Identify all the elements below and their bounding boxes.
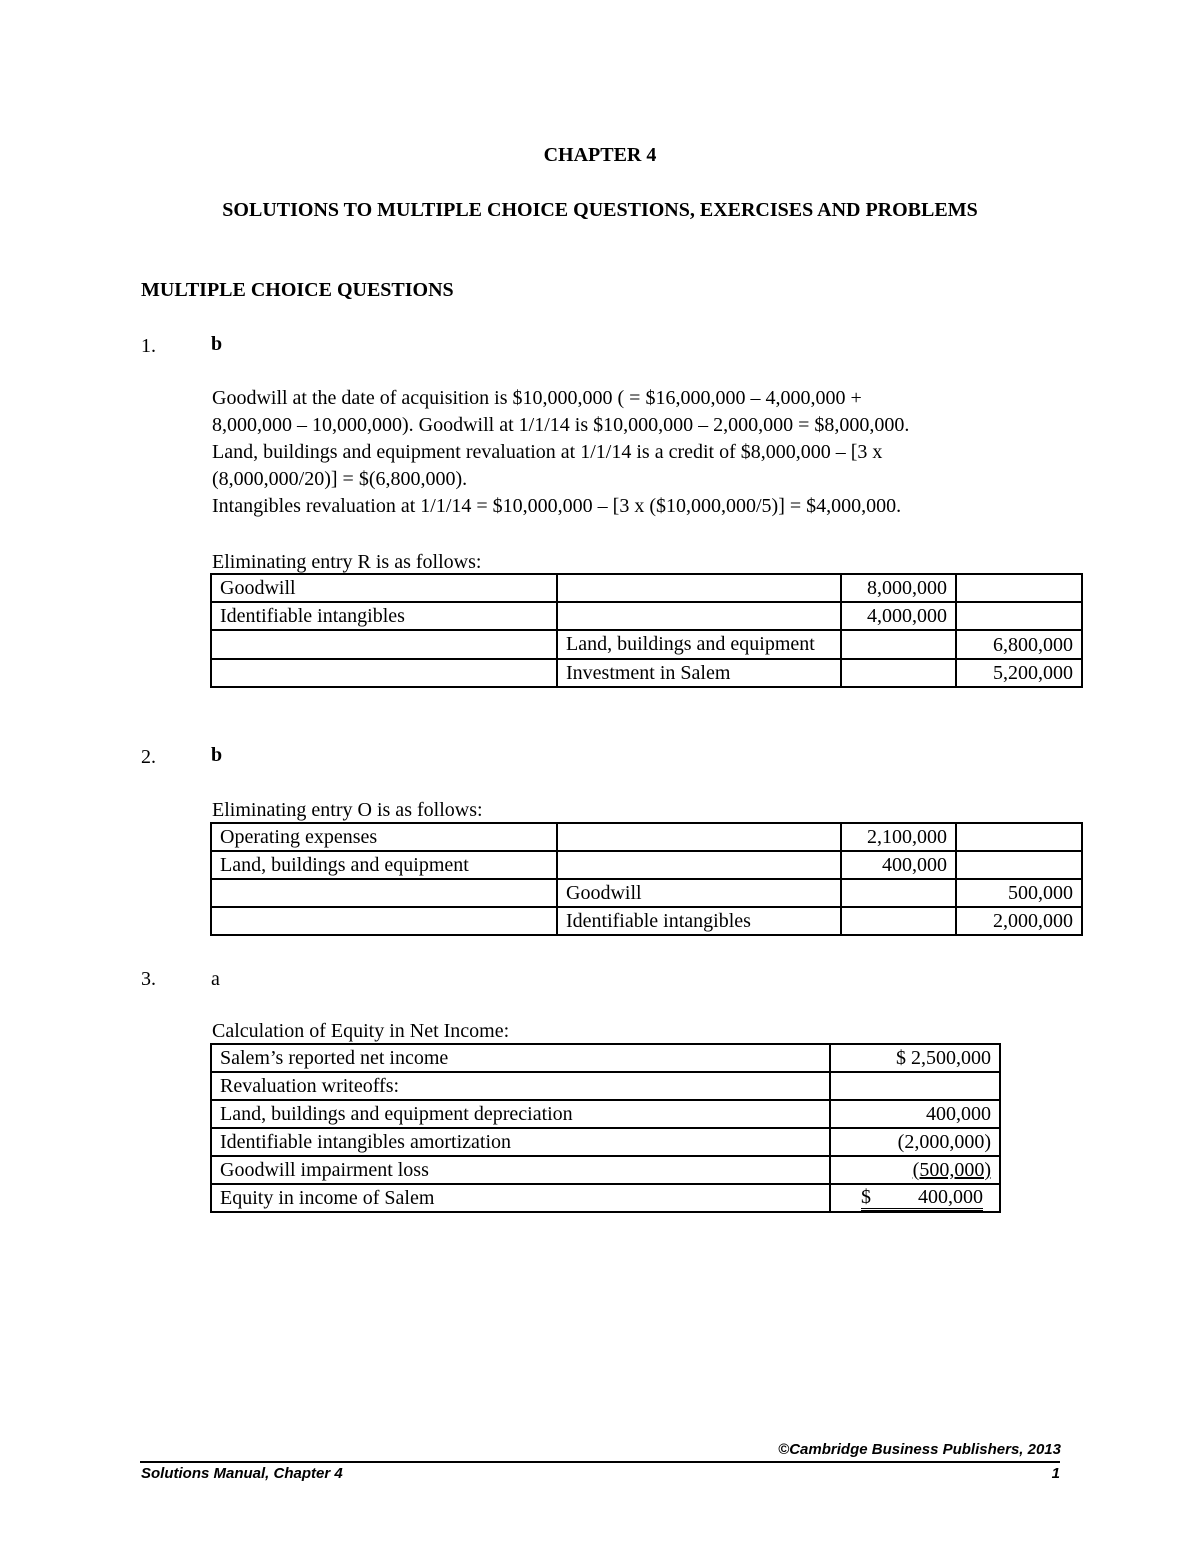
total-amount: 400,000	[918, 1186, 983, 1208]
table-row	[211, 1072, 1000, 1100]
table-row	[211, 659, 1082, 687]
q3-table-caption: Calculation of Equity in Net Income:	[212, 1020, 510, 1042]
label-cell: Goodwill impairment loss	[211, 1156, 830, 1184]
table-row	[211, 1184, 1000, 1212]
currency-symbol: $	[861, 1186, 871, 1208]
debit-cell: 4,000,000	[841, 602, 956, 630]
credit-cell: 2,000,000	[956, 907, 1082, 935]
table-row	[211, 1044, 1000, 1072]
credit-account-cell: Identifiable intangibles	[557, 907, 841, 935]
debit-account-cell	[211, 907, 557, 935]
credit-cell	[956, 574, 1082, 602]
value-cell: (2,000,000)	[830, 1128, 1000, 1156]
page-number: 1	[1051, 1465, 1060, 1482]
debit-account-cell: Operating expenses	[211, 823, 557, 851]
document-subtitle: SOLUTIONS TO MULTIPLE CHOICE QUESTIONS, EXERCISES AND PROBLEMS	[222, 199, 978, 221]
q3-answer: a	[211, 968, 220, 990]
debit-cell: 2,100,000	[841, 823, 956, 851]
q1-line: Land, buildings and equipment revaluation at 1/1/14 is a credit of $8,000,000 – [3 x	[212, 441, 883, 463]
table-row	[211, 602, 1082, 630]
q1-answer: b	[211, 333, 223, 355]
q1-explanation	[212, 385, 909, 520]
label-cell: Identifiable intangibles amortization	[211, 1128, 830, 1156]
q2-answer: b	[211, 744, 223, 766]
q1-line: 8,000,000 – 10,000,000). Goodwill at 1/1/14 is $10,000,000 – 2,000,000 = $8,000,000.	[212, 414, 910, 436]
table-row	[211, 630, 1082, 659]
credit-account-cell: Land, buildings and equipment	[557, 630, 841, 659]
credit-cell: 5,200,000	[956, 659, 1082, 687]
credit-account-cell	[557, 574, 841, 602]
q1-entry-table	[210, 573, 1083, 688]
value-cell: 400,000	[830, 1100, 1000, 1128]
q3-number: 3.	[141, 968, 156, 990]
value-cell	[830, 1156, 1000, 1184]
chapter-title: CHAPTER 4	[543, 144, 657, 166]
table-row	[211, 879, 1082, 907]
table-row	[211, 574, 1082, 602]
q2-number: 2.	[141, 746, 156, 768]
debit-cell: 400,000	[841, 851, 956, 879]
label-cell: Equity in income of Salem	[211, 1184, 830, 1212]
q2-table-caption: Eliminating entry O is as follows:	[212, 799, 483, 821]
value-cell	[830, 1072, 1000, 1100]
credit-account-cell: Goodwill	[557, 879, 841, 907]
credit-account-cell	[557, 851, 841, 879]
q1-line: Goodwill at the date of acquisition is $10,000,000 ( = $16,000,000 – 4,000,000 +	[212, 387, 862, 409]
debit-account-cell	[211, 630, 557, 659]
debit-account-cell: Land, buildings and equipment	[211, 851, 557, 879]
debit-cell	[841, 907, 956, 935]
footer-copyright: ©Cambridge Business Publishers, 2013	[778, 1441, 1061, 1458]
debit-account-cell: Identifiable intangibles	[211, 602, 557, 630]
q1-line: (8,000,000/20)] = $(6,800,000).	[212, 468, 468, 490]
footer-manual-title: Solutions Manual, Chapter 4	[141, 1465, 343, 1482]
credit-account-cell: Investment in Salem	[557, 659, 841, 687]
q1-line: Intangibles revaluation at 1/1/14 = $10,000,000 – [3 x ($10,000,000/5)] = $4,000,000.	[212, 495, 902, 517]
table-row	[211, 1156, 1000, 1184]
debit-cell	[841, 879, 956, 907]
value-cell	[830, 1184, 1000, 1212]
q2-entry-table	[210, 822, 1083, 936]
table-row	[211, 907, 1082, 935]
debit-account-cell: Goodwill	[211, 574, 557, 602]
credit-cell	[956, 823, 1082, 851]
table-row	[211, 1128, 1000, 1156]
q3-equity-table	[210, 1043, 1001, 1213]
debit-cell: 8,000,000	[841, 574, 956, 602]
footer-rule	[140, 1461, 1060, 1463]
total-value	[861, 1186, 983, 1211]
debit-account-cell	[211, 659, 557, 687]
label-cell: Land, buildings and equipment depreciation	[211, 1100, 830, 1128]
credit-cell	[956, 851, 1082, 879]
debit-account-cell	[211, 879, 557, 907]
debit-cell	[841, 659, 956, 687]
value-cell: $ 2,500,000	[830, 1044, 1000, 1072]
credit-cell: 6,800,000	[956, 630, 1082, 659]
underlined-value: (500,000)	[912, 1159, 991, 1181]
section-heading: MULTIPLE CHOICE QUESTIONS	[141, 279, 454, 301]
table-row	[211, 823, 1082, 851]
table-row	[211, 1100, 1000, 1128]
credit-cell: 500,000	[956, 879, 1082, 907]
table-row	[211, 851, 1082, 879]
label-cell: Revaluation writeoffs:	[211, 1072, 830, 1100]
credit-account-cell	[557, 823, 841, 851]
credit-account-cell	[557, 602, 841, 630]
q1-number: 1.	[141, 335, 156, 357]
q1-table-caption: Eliminating entry R is as follows:	[212, 551, 482, 573]
debit-cell	[841, 630, 956, 659]
label-cell: Salem’s reported net income	[211, 1044, 830, 1072]
credit-cell	[956, 602, 1082, 630]
